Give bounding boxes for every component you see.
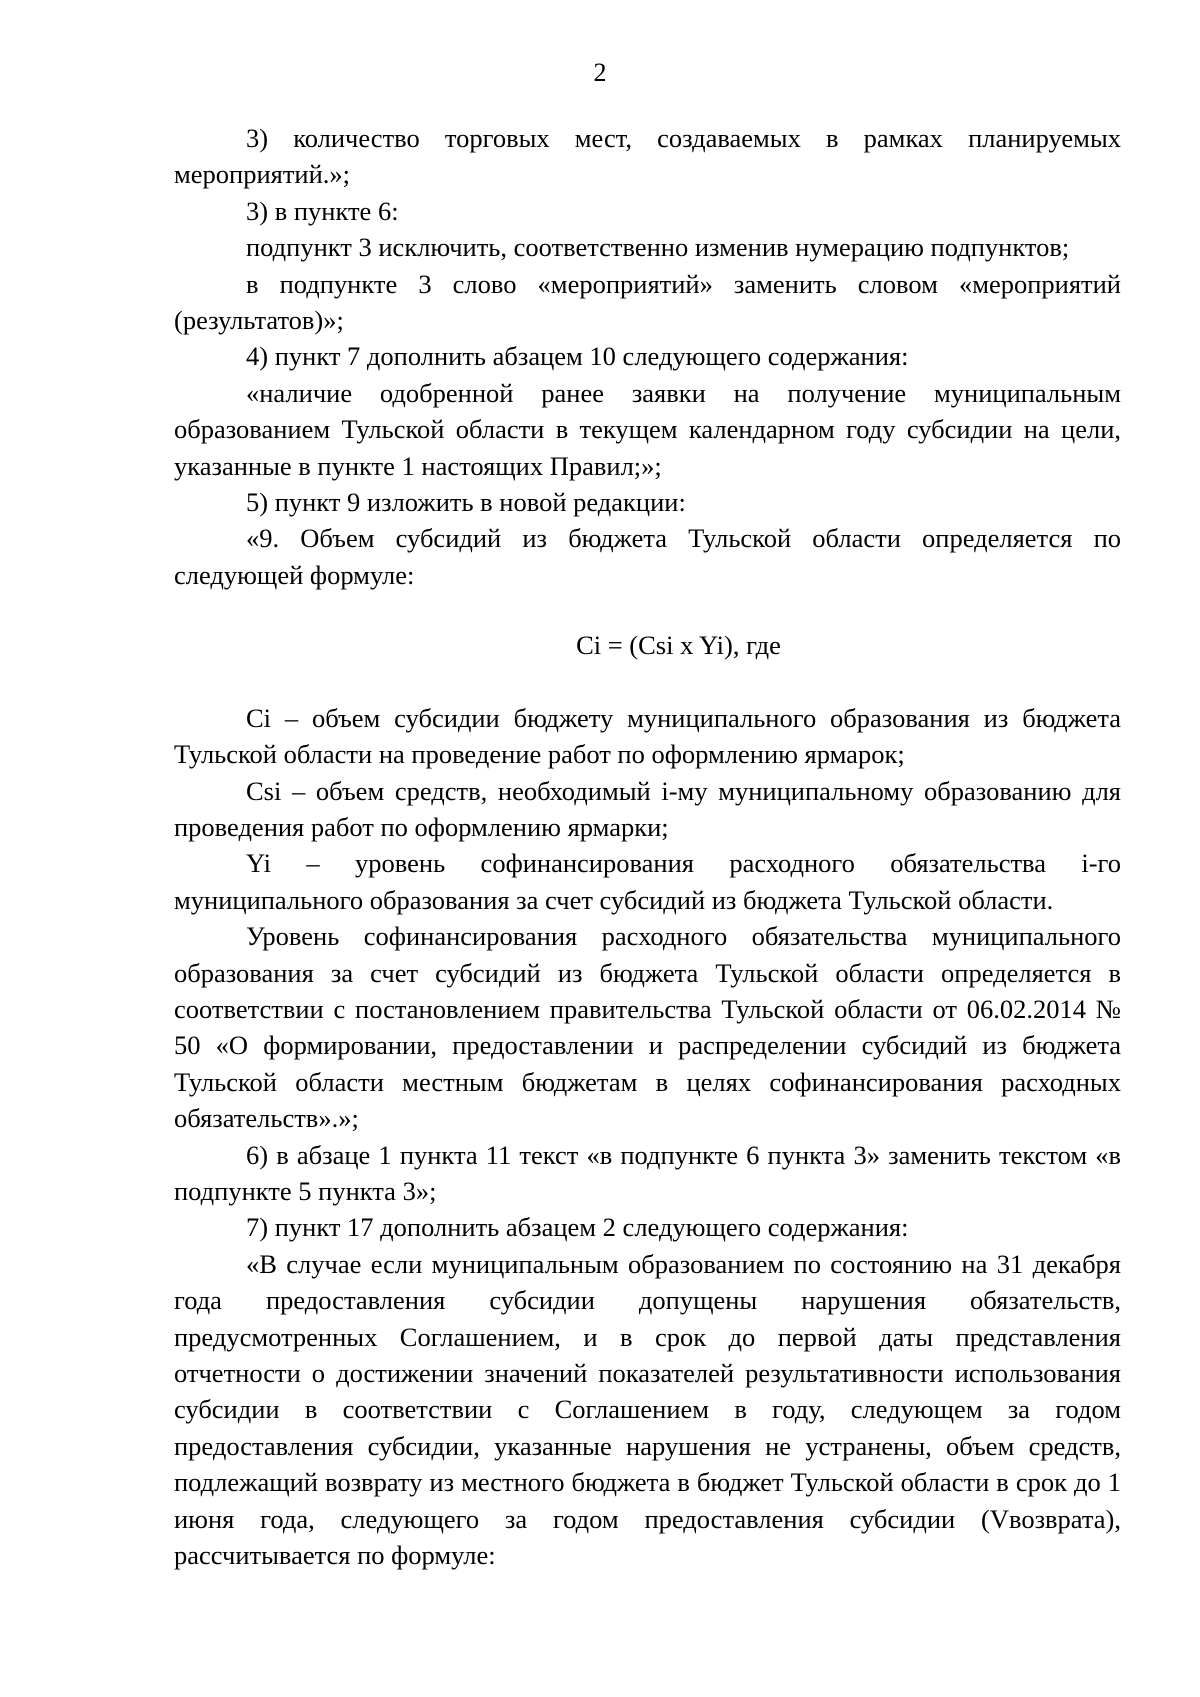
page-number: 2 <box>593 58 607 87</box>
document-body <box>174 120 1121 1573</box>
paragraph: Ci – объем субсидии бюджету муниципального образования из бюджета Тульской области на проведение работ по оформлению ярмарок; <box>174 702 1121 770</box>
paragraph: Csi – объем средств, необходимый i-му муниципальному образованию для проведения работ по оформлению ярмарки; <box>174 775 1121 842</box>
paragraph: 3) в пункте 6: <box>246 195 399 226</box>
subsidy-formula: Ci = (Csi x Yi), где <box>576 630 781 661</box>
paragraph: 4) пункт 7 дополнить абзацем 10 следующего содержания: <box>246 341 909 372</box>
paragraph: «В случае если муниципальным образованием по состоянию на 31 декабря года предоставления субсидии допущены нарушения обязательств, предусмотренных Соглашением, и в срок до первой даты представления отчетности о достижении значений показателей результативности использования субсидии в соответствии с Соглашением в году, следующем за годом предоставления субсидии, указанные нарушения не устранены, объем средств, подлежащий возврату из местного бюджета в бюджет Тульской области в срок до 1 июня года, следующего за годом предоставления субсидии (Vвозврата), рассчитывается по формуле: <box>174 1248 1121 1571</box>
paragraph: Уровень софинансирования расходного обязательства муниципального образования за счет субсидий из бюджета Тульской области определяется в соответствии с постановлением правительства Тульской области от 06.02.2014 № 50 «О формировании, предоставлении и распределении субсидий из бюджета Тульской области местным бюджетам в целях софинансирования расходных обязательств».»; <box>174 921 1121 1134</box>
paragraph: 3) количество торговых мест, создаваемых в рамках планируемых мероприятий.»; <box>174 123 1121 190</box>
paragraph: в подпункте 3 слово «мероприятий» заменить словом «мероприятий (результатов)»; <box>174 268 1121 336</box>
paragraph: Yi – уровень софинансирования расходного обязательства i-го муниципального образования за счет субсидий из бюджета Тульской области. <box>174 848 1121 915</box>
paragraph: «9. Объем субсидий из бюджета Тульской области определяется по следующей формуле: <box>174 523 1121 590</box>
paragraph: 7) пункт 17 дополнить абзацем 2 следующего содержания: <box>246 1212 909 1243</box>
paragraph: подпункт 3 исключить, соответственно изменив нумерацию подпунктов; <box>246 232 1070 263</box>
paragraph: «наличие одобренной ранее заявки на получение муниципальным образованием Тульской области в текущем календарном году субсидии на цели, указанные в пункте 1 настоящих Правил;»; <box>174 377 1121 481</box>
paragraph: 5) пункт 9 изложить в новой редакции: <box>246 487 686 518</box>
paragraph: 6) в абзаце 1 пункта 11 текст «в подпункте 6 пункта 3» заменить текстом «в подпункте 5 пункта 3»; <box>174 1139 1121 1206</box>
